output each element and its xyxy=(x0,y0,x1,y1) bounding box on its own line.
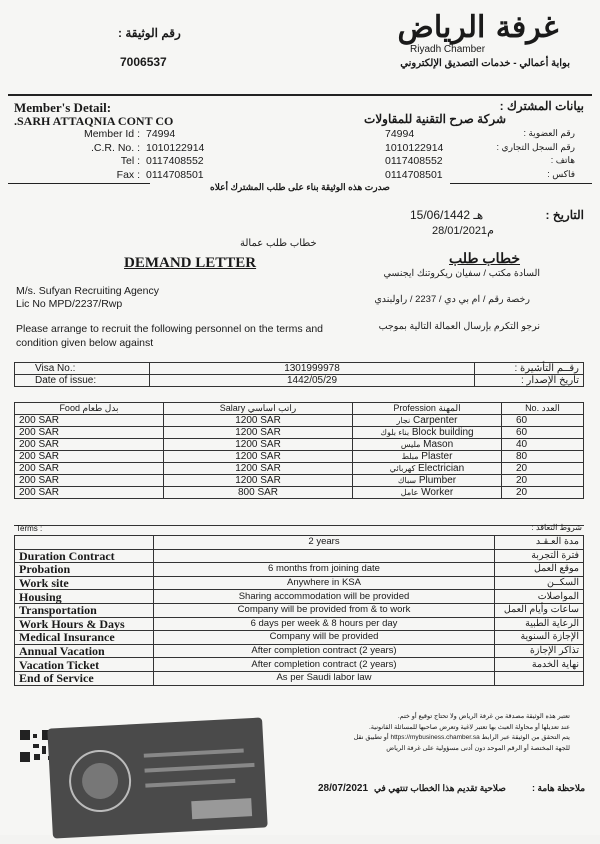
member-name-en: .SARH ATTAQNIA CONT CO xyxy=(14,114,174,128)
id-card-photo xyxy=(47,717,267,838)
food-cell: 200 SAR xyxy=(15,475,164,487)
term-label: Annual Vacation xyxy=(15,644,154,658)
profession-ar: مليس xyxy=(400,440,421,449)
header-divider xyxy=(8,94,592,96)
intro-en-line1: Please arrange to recruit the following personnel on the terms and xyxy=(16,323,324,335)
issue-date-label-ar: تاريخ الإصدار : xyxy=(475,375,584,387)
demand-letter-title: DEMAND LETTER xyxy=(124,255,257,271)
term-value: After completion contract (2 years) xyxy=(154,658,495,672)
term-label-ar: ساعات وأيام العمل xyxy=(495,603,584,617)
table-row xyxy=(15,463,584,475)
chamber-logo: غرفة الرياض xyxy=(397,10,559,45)
profession-en: Plaster xyxy=(421,451,453,462)
table-row xyxy=(15,576,584,590)
table-row xyxy=(15,427,584,439)
stamp-seal-icon xyxy=(47,717,267,838)
salary-cell: 1200 SAR xyxy=(164,475,353,487)
title-ar-right: خطاب طلب xyxy=(449,250,520,266)
food-cell: 200 SAR xyxy=(15,427,164,439)
term-value: 6 months from joining date xyxy=(154,563,495,577)
profession-ar: سباك xyxy=(397,476,417,485)
note-line: تعتبر هذه الوثيقة مصدقة من غرفة الرياض ولا تحتاج توقيع أو ختم. xyxy=(397,713,570,720)
count-cell: 60 xyxy=(502,427,584,439)
table-row xyxy=(15,603,584,617)
member-id-value-ar: 74994 xyxy=(385,128,415,140)
tel-label: Tel : xyxy=(120,155,140,167)
table-row xyxy=(15,415,584,427)
table-row xyxy=(15,563,584,577)
food-cell: 200 SAR xyxy=(15,451,164,463)
term-label xyxy=(15,536,154,550)
term-label-ar: نهاية الخدمة xyxy=(495,658,584,672)
term-label: Probation xyxy=(15,563,154,577)
profession-en: Plumber xyxy=(418,475,457,486)
portal-title: بوابة أعمالي - خدمات التصديق الإلكتروني xyxy=(400,58,570,69)
member-rows-ar xyxy=(385,128,575,182)
term-label-ar: المواصلات xyxy=(495,590,584,604)
count-cell: 80 xyxy=(502,451,584,463)
tel-value-ar: 0117408552 xyxy=(385,155,443,167)
personnel-table xyxy=(14,402,584,499)
fax-value-ar: 0114708501 xyxy=(385,168,443,181)
table-row xyxy=(15,590,584,604)
table-row xyxy=(15,617,584,631)
term-label: Work Hours & Days xyxy=(15,617,154,631)
term-label: Transportation xyxy=(15,603,154,617)
note-line: للجهة المختصة أو الرقم الموحد دون أدنى مسؤولية على غرفة الرياض xyxy=(386,744,570,752)
terms-divider xyxy=(14,525,584,526)
personnel-header xyxy=(15,403,584,415)
issue-date-value: 1442/05/29 xyxy=(150,375,475,387)
food-cell: 200 SAR xyxy=(15,487,164,499)
term-value: After completion contract (2 years) xyxy=(154,644,495,658)
table-row xyxy=(15,487,584,499)
cr-label-ar: رقم السجل التجاري : xyxy=(496,141,575,152)
term-label-ar: موقع العمل xyxy=(495,563,584,577)
fax-label: Fax : xyxy=(116,168,140,181)
food-cell: 200 SAR xyxy=(15,439,164,451)
chamber-name-en: Riyadh Chamber xyxy=(410,44,486,55)
visa-number: 1301999978 xyxy=(150,363,475,375)
term-label: End of Service xyxy=(15,671,154,685)
count-cell: 40 xyxy=(502,439,584,451)
salary-cell: 1200 SAR xyxy=(164,451,353,463)
table-row xyxy=(15,439,584,451)
agency-name-ar: السادة مكتب / سفيان ريكروتنك ايجنسي xyxy=(383,268,540,279)
profession-en: Mason xyxy=(423,439,454,450)
member-name-ar: شركة صرح التقنية للمقاولات xyxy=(364,112,506,126)
table-row xyxy=(15,475,584,487)
fax-label-ar: فاكس : xyxy=(547,168,575,179)
salary-header-ar: راتب اساسي xyxy=(247,403,297,413)
date-gregorian: 28/01/2021م xyxy=(432,225,494,237)
note-line: عند تعديلها أو محاولة العبث بها تعتبر لاغية وتعرض صاحبها للمسائلة القانونية. xyxy=(368,723,570,731)
salary-cell: 1200 SAR xyxy=(164,427,353,439)
cr-value-ar: 1010122914 xyxy=(385,141,444,154)
term-label: Housing xyxy=(15,590,154,604)
note-line: يتم التحقق من الوثيقة عبر الرابط https://mybusiness.chamber.sa أو تطبيق نقل xyxy=(353,734,570,741)
food-cell: 200 SAR xyxy=(15,415,164,427)
important-note-label: ملاحظة هامة : xyxy=(532,783,586,793)
terms-title-ar: شروط التعاقد : xyxy=(531,523,582,532)
table-row xyxy=(15,451,584,463)
profession-en: Carpenter xyxy=(413,415,458,426)
member-rows-en xyxy=(60,128,290,182)
issue-date-row xyxy=(15,375,584,387)
salary-cell: 800 SAR xyxy=(164,487,353,499)
term-label-ar: الرعاية الطبية xyxy=(495,617,584,631)
validity-text: صلاحية تقديم هذا الخطاب تنتهي في xyxy=(374,783,506,793)
term-value: 2 years xyxy=(154,536,495,550)
agency-license-ar: رخصة رقم / ام بي دي / 2237 / راولبندي xyxy=(374,294,530,305)
doc-number: 7006537 xyxy=(120,55,167,69)
issue-date-label: Date of issue: xyxy=(15,375,150,387)
term-label-ar: مدة العـقـد xyxy=(495,536,584,550)
profession-en: Block building xyxy=(411,427,474,438)
table-row xyxy=(15,549,584,563)
date-hijri: 15/06/1442 هـ xyxy=(410,208,484,222)
footer-notes xyxy=(290,712,570,754)
count-cell: 20 xyxy=(502,475,584,487)
salary-cell: 1200 SAR xyxy=(164,439,353,451)
visa-label: Visa No.: xyxy=(15,363,150,375)
member-id-value: 74994 xyxy=(146,128,176,140)
doc-number-label: رقم الوثيقة : xyxy=(118,26,181,40)
member-id-label-ar: رقم العضوية : xyxy=(523,128,575,138)
tel-label-ar: هاتف : xyxy=(550,155,575,165)
no-header: No. xyxy=(525,403,540,413)
count-cell: 60 xyxy=(502,415,584,427)
tel-value: 0117408552 xyxy=(146,155,204,167)
member-title-en: Member's Detail: xyxy=(14,100,112,115)
member-title-ar: بيانات المشترك : xyxy=(499,99,584,113)
count-cell: 20 xyxy=(502,487,584,499)
visa-row xyxy=(15,363,584,375)
table-row xyxy=(15,671,584,685)
agency-license-en: Lic No MPD/2237/Rwp xyxy=(16,298,123,310)
table-row xyxy=(15,631,584,645)
profession-ar: عامل xyxy=(400,488,419,497)
fax-value: 0114708501 xyxy=(146,168,204,181)
term-label: Vacation Ticket xyxy=(15,658,154,672)
term-label-ar xyxy=(495,671,584,685)
term-value: Sharing accommodation will be provided xyxy=(154,590,495,604)
term-label: Work site xyxy=(15,576,154,590)
visa-label-ar: رقــم التأشيرة : xyxy=(475,363,584,375)
term-label-ar: تذاكر الإجازة xyxy=(495,644,584,658)
validity-date: 28/07/2021 xyxy=(318,783,369,794)
cr-value: 1010122914 xyxy=(146,141,205,154)
member-id-label: Member Id : xyxy=(83,128,140,140)
term-value: Anywhere in KSA xyxy=(154,576,495,590)
cr-label: .C.R. No. : xyxy=(90,141,140,154)
profession-ar: نجار xyxy=(396,416,411,425)
intro-ar: نرجو التكرم بإرسال العمالة التالية بموجب xyxy=(378,321,540,332)
intro-en-line2: condition given below against xyxy=(16,337,154,349)
term-label-ar: الإجازة السنوية xyxy=(495,631,584,645)
term-value: As per Saudi labor law xyxy=(154,671,495,685)
profession-header-ar: المهنة xyxy=(438,403,461,413)
term-value: Company will be provided from & to work xyxy=(154,603,495,617)
visa-table xyxy=(14,362,584,387)
table-row xyxy=(15,644,584,658)
food-header: Food xyxy=(59,403,80,413)
food-cell: 200 SAR xyxy=(15,463,164,475)
salary-header: Salary xyxy=(219,403,246,413)
title-ar-center: خطاب طلب عمالة xyxy=(240,238,317,249)
agency-name-en: M/s. Sufyan Recruiting Agency xyxy=(16,285,159,297)
terms-title-en: Terms : xyxy=(16,524,43,533)
profession-ar: كهربائي xyxy=(389,464,416,473)
profession-en: Worker xyxy=(421,487,454,498)
profession-header: Profession xyxy=(393,403,436,413)
salary-cell: 1200 SAR xyxy=(164,415,353,427)
profession-en: Electrician xyxy=(418,463,465,474)
profession-ar: بناء بلوك xyxy=(380,428,410,437)
term-value xyxy=(154,549,495,563)
date-label: التاريخ : xyxy=(545,208,584,222)
terms-table xyxy=(14,535,584,686)
term-label-ar: السكــن xyxy=(495,576,584,590)
term-value: 6 days per week & 8 hours per day xyxy=(154,617,495,631)
term-label-ar: فترة التجربة xyxy=(495,549,584,563)
table-row xyxy=(15,536,584,550)
term-label: Duration Contract xyxy=(15,549,154,563)
term-value: Company will be provided xyxy=(154,631,495,645)
count-cell: 20 xyxy=(502,463,584,475)
salary-cell: 1200 SAR xyxy=(164,463,353,475)
term-label: Medical Insurance xyxy=(15,631,154,645)
issued-note: صدرت هذه الوثيقة بناء على طلب المشترك أعلاه xyxy=(150,182,450,193)
table-row xyxy=(15,658,584,672)
food-header-ar: بدل طعام xyxy=(82,403,119,413)
no-header-ar: العدد xyxy=(541,403,560,413)
profession-ar: مبلط xyxy=(401,452,419,461)
